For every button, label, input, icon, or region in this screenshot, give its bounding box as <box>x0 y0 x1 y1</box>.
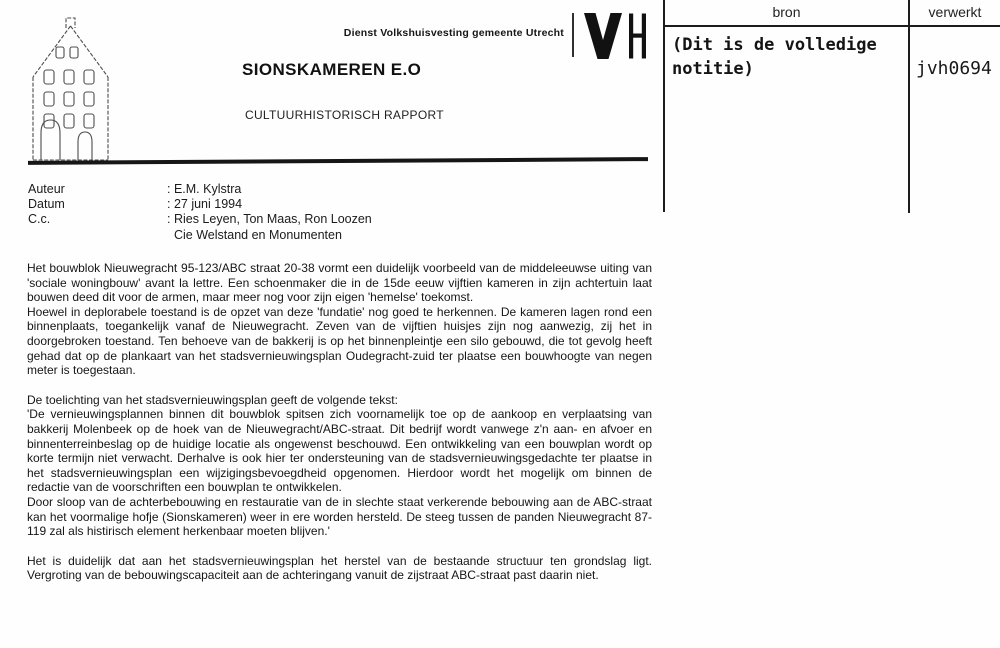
meta-label-auteur: Auteur <box>28 182 65 196</box>
paragraph-intro: Het bouwblok Nieuwegracht 95-123/ABC straat 20-38 vormt een duidelijk voorbeeld van de middeleeuwse uiting van 'sociale woningbouw' avant la lettre. Een schoenmaker die in de 15de eeuw vijftien kameren in zijn achtertuin laat bouwen deed dit voor de armen, maar meer nog voor zijn eigen 'hemelse' toekomst. <box>27 261 652 305</box>
stamp-table-header-rule <box>663 25 1000 27</box>
meta-label-datum: Datum <box>28 197 65 212</box>
body-text <box>27 261 652 583</box>
paragraph-conclusion: Het is duidelijk dat aan het stadsvernieuwingsplan het herstel van de bestaande structuur ten grondslag ligt. Vergroting van de bebouwingscapaciteit aan de achteringang vanuit de zijstraat ABC-straat past daarin niet. <box>27 553 652 583</box>
meta-block <box>28 182 588 243</box>
bron-note: (Dit is de volledige notitie) <box>672 35 877 79</box>
stamp-col-header-verwerkt: verwerkt <box>928 4 982 20</box>
meta-label-empty <box>28 228 167 243</box>
report-title: SIONSKAMEREN E.O <box>242 60 422 79</box>
meta-row-datum <box>28 197 588 212</box>
house-sketch-icon <box>20 14 122 162</box>
meta-row-auteur <box>28 182 588 197</box>
paragraph-quote-1: 'De vernieuwingsplannen binnen dit bouwblok spitsen zich voornamelijk toe op de aankoop en verplaatsing van bakkerij Molenbeek op de hoek van de Nieuwegracht/ABC-straat. Dit bedrijf wordt vanwege z'n aan- en afvoer en binnenterreinbeslag op de huidige locatie als ongewenst beschouwd. Een ontwikkeling van een bouwplan wordt op korte termijn niet verwacht. Derhalve is ook hier ter ondersteuning van de stadsvernieuwingsgedachte ter plaatse in het stadsvernieuwingsplan een wijzigingsbevoegdheid opgenomen. Hierdoor wordt het mogelijk om binnen de redactie van de voorschriften een bouwplan te ontwikkelen. <box>27 407 652 495</box>
report-subtitle: CULTUURHISTORISCH RAPPORT <box>245 108 444 122</box>
paragraph-toelichting-lead: De toelichting van het stadsvernieuwingsplan geeft de volgende tekst: <box>27 392 398 407</box>
stamp-table-border-middle <box>908 0 910 213</box>
meta-value-auteur: : E.M. Kylstra <box>167 182 242 196</box>
meta-value-cc: : Ries Leyen, Ton Maas, Ron Loozen <box>167 212 372 227</box>
meta-label-cc: C.c. <box>28 212 51 227</box>
agency-name: Dienst Volkshuisvesting gemeente Utrecht <box>343 27 564 39</box>
meta-value-cc-line2: Cie Welstand en Monumenten <box>174 227 342 242</box>
stamp-table-border-left <box>663 0 665 212</box>
meta-row-cc-line2 <box>28 228 588 243</box>
stamp-col-header-bron: bron <box>772 4 801 20</box>
meta-row-cc <box>28 212 588 227</box>
verwerkt-code: jvh0694 <box>916 58 992 79</box>
paragraph-quote-2: Door sloop van de achterbebouwing en restauratie van de in slechte staat verkerende bebouwing aan de ABC-straat kan het voormalige hofje (Sionskameren) weer in ere worden hersteld. De steeg tussen de panden Nieuwegracht 87-119 zal als histirisch element herkenbaar moeten blijven.' <box>27 494 652 539</box>
meta-value-datum: : 27 juni 1994 <box>167 197 243 212</box>
paragraph-condition: Hoewel in deplorabele toestand is de opzet van deze 'fundatie' nog goed te herkennen. De kameren lagen rond een binnenplaats, toegankelijk vanaf de Nieuwegracht. Zeven van de vijftien huisjes zijn nog aanwezig, zij het in doorgebroken toestand. Ten behoeve van de bakkerij is op het binnenpleintje een silo gebouwd, die tot gevolg heeft gehad dat op de plankaart van het stadsvernieuwingsplan Oudegracht-zuid ter plaatse een bouwhoogte van negen meter is toegestaan. <box>27 304 652 378</box>
logo-divider <box>572 13 574 57</box>
vh-logo-icon <box>584 13 646 59</box>
